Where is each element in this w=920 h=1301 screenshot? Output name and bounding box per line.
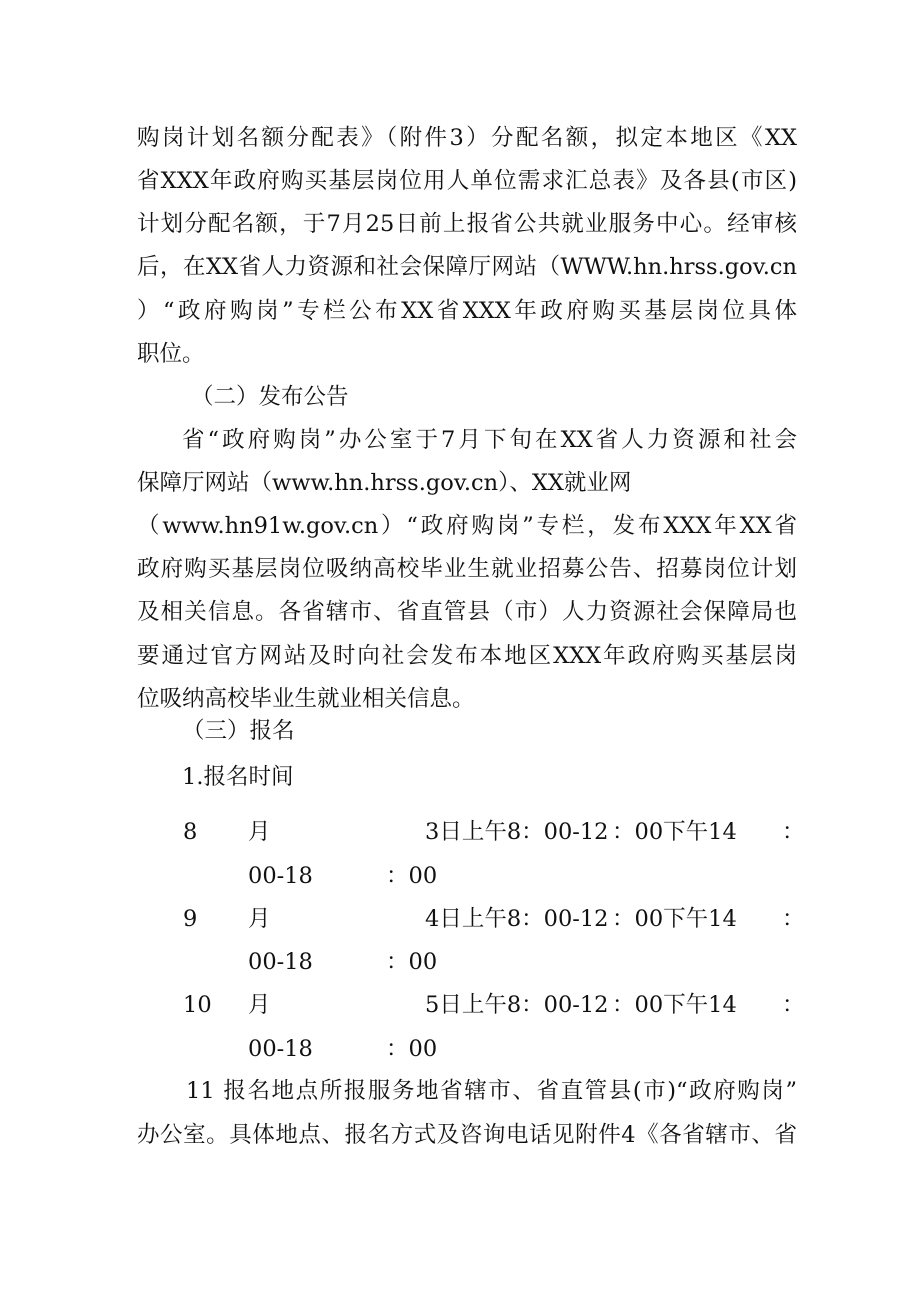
- schedule-month-number: 10: [183, 992, 212, 1018]
- schedule-month-char: 月: [248, 819, 271, 845]
- schedule-cont-end: ：00: [386, 949, 438, 975]
- paragraph-2-line: 要通过官方网站及时向社会发布本地区XXX年政府购买基层岗: [137, 643, 797, 669]
- section-heading-registration: （三）报名: [182, 718, 295, 744]
- schedule-detail: 5日上午8：00-12: [425, 992, 609, 1018]
- schedule-detail-cont: ：00下午14: [612, 819, 737, 845]
- schedule-month-char: 月: [248, 906, 271, 932]
- paragraph-1-line: 职位。: [137, 341, 205, 367]
- schedule-detail: 4日上午8：00-12: [425, 906, 609, 932]
- paragraph-2-line: 政府购买基层岗位吸纳高校毕业生就业招募公告、招募岗位计划: [137, 556, 797, 582]
- paragraph-1-line: ）“政府购岗”专栏公布XX省XXX年政府购买基层岗位具体: [137, 298, 797, 324]
- schedule-detail-cont: ：00下午14: [612, 992, 737, 1018]
- schedule-colon: ：: [782, 906, 805, 932]
- paragraph-1-line: 省XXX年政府购买基层岗位用人单位需求汇总表》及各县(市区): [137, 168, 797, 194]
- schedule-detail-cont: ：00下午14: [612, 906, 737, 932]
- schedule-detail: 3日上午8：00-12: [425, 819, 609, 845]
- paragraph-1-line: 购岗计划名额分配表》（附件3）分配名额，拟定本地区《XX: [137, 125, 797, 151]
- paragraph-1-line: 计划分配名额，于7月25日前上报省公共就业服务中心。经审核: [137, 211, 797, 237]
- schedule-cont-time: 00-18: [248, 949, 313, 975]
- paragraph-2-line: 保障厅网站（www.hn.hrss.gov.cn）、XX就业网: [137, 470, 632, 496]
- paragraph-2-line: 位吸纳高校毕业生就业相关信息。: [137, 686, 475, 712]
- section-heading-announcement: （二）发布公告: [191, 384, 349, 410]
- paragraph-2-line: 省“政府购岗”办公室于7月下旬在XX省人力资源和社会: [182, 427, 797, 453]
- schedule-cont-time: 00-18: [248, 1036, 313, 1062]
- sub-heading-registration-time: 1.报名时间: [182, 764, 294, 790]
- schedule-month-number: 9: [183, 906, 198, 932]
- paragraph-3-line: 办公室。具体地点、报名方式及咨询电话见附件4《各省辖市、省: [137, 1122, 797, 1148]
- schedule-colon: ：: [782, 992, 805, 1018]
- paragraph-2-line: 及相关信息。各省辖市、省直管县（市）人力资源社会保障局也: [137, 599, 797, 625]
- schedule-month-number: 8: [183, 819, 198, 845]
- paragraph-2-line: （www.hn91w.gov.cn）“政府购岗”专栏，发布XXX年XX省: [137, 513, 797, 539]
- paragraph-3-line: 11 报名地点所报服务地省辖市、省直管县(市)“政府购岗”: [186, 1078, 797, 1104]
- schedule-cont-end: ：00: [386, 1036, 438, 1062]
- schedule-cont-end: ：00: [386, 863, 438, 889]
- paragraph-1-line: 后，在XX省人力资源和社会保障厅网站（WWW.hn.hrss.gov.cn: [137, 254, 797, 280]
- schedule-cont-time: 00-18: [248, 863, 313, 889]
- schedule-month-char: 月: [248, 992, 271, 1018]
- schedule-colon: ：: [782, 819, 805, 845]
